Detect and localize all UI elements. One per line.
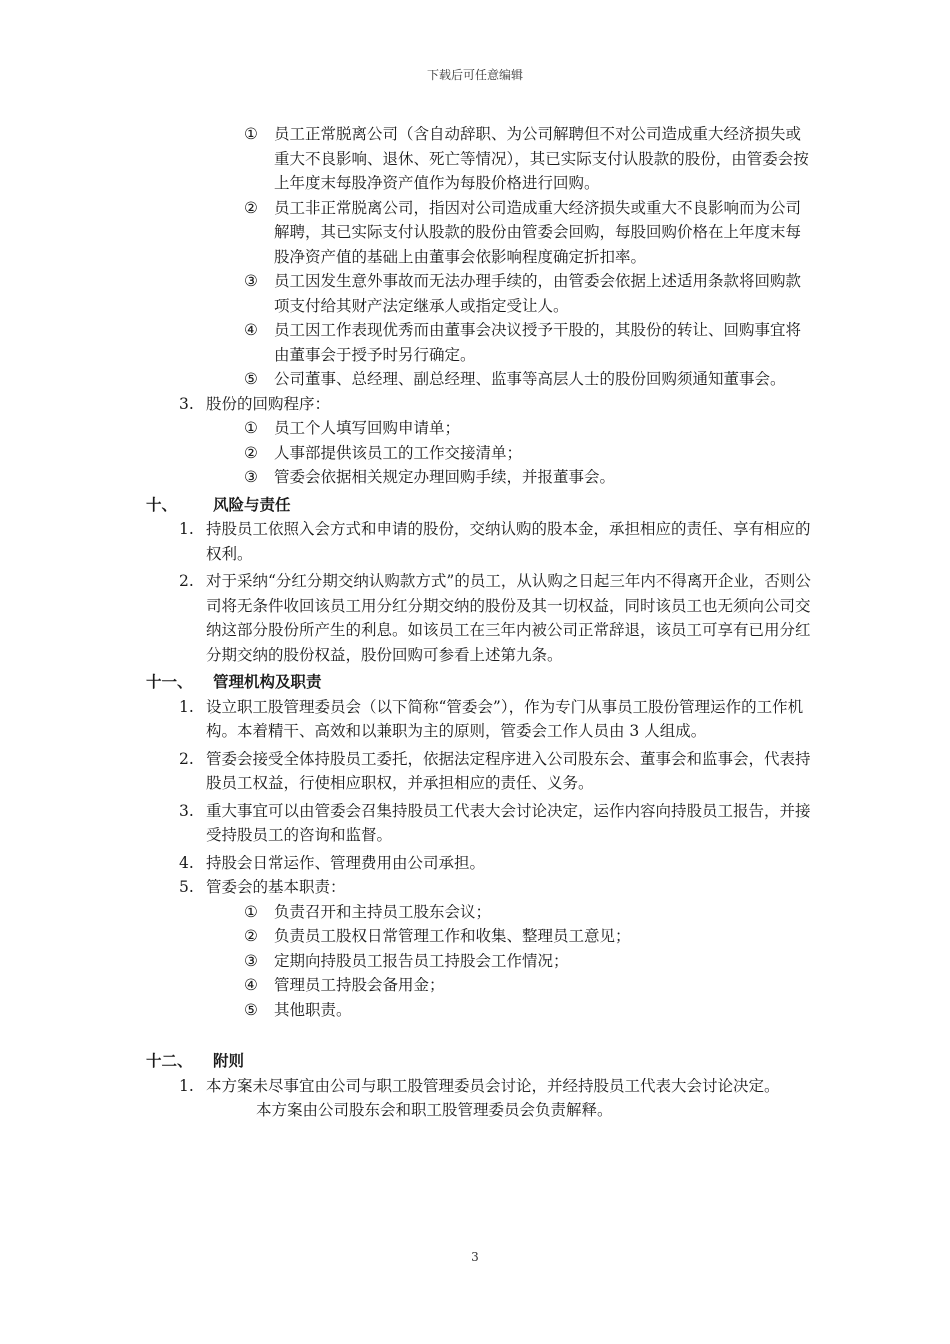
list-marker: ④ [244, 321, 258, 339]
numbered-item [0, 851, 950, 876]
item-text: 重大事宜可以由管委会召集持股员工代表大会讨论决定，运作内容向持股员工报告，并接受持股员工的咨询和监督。 [206, 801, 811, 844]
list-item [246, 318, 950, 367]
list-item [246, 441, 950, 466]
list-text: 员工正常脱离公司（含自动辞职、为公司解聘但不对公司造成重大经济损失或重大不良影响、退休、死亡等情况），其已实际支付认股款的股份，由管委会按上年度末每股净资产值作为每股价格进行回购。 [274, 125, 809, 192]
list-text: 其他职责。 [274, 1000, 352, 1019]
list-text: 定期向持股员工报告员工持股会工作情况； [274, 951, 569, 970]
item-number: 3. [179, 801, 194, 820]
list-marker: ⑤ [244, 1000, 258, 1019]
section-number: 十、 [146, 494, 178, 514]
item-text: 持股员工依照入会方式和申请的股份，交纳认购的股本金，承担相应的责任、享有相应的权利。 [206, 520, 811, 563]
list-text: 负责召开和主持员工股东会议； [274, 902, 492, 921]
list-text: 员工个人填写回购申请单； [274, 419, 461, 437]
list-text: 员工因发生意外事故而无法办理手续的，由管委会依据上述适用条款将回购款项支付给其财产法定继承人或指定受让人。 [274, 272, 802, 315]
list-marker: ① [244, 419, 258, 437]
numbered-item [0, 695, 950, 744]
list-text: 公司董事、总经理、副总经理、监事等高层人士的股份回购须通知董事会。 [274, 370, 786, 388]
list-text: 管理员工持股会备用金； [274, 976, 445, 994]
list-item [246, 269, 950, 318]
list-marker: ① [244, 902, 258, 921]
list-text: 负责员工股权日常管理工作和收集、整理员工意见； [274, 927, 631, 945]
item-text: 持股会日常运作、管理费用由公司承担。 [206, 853, 486, 872]
section-heading-10 [0, 493, 950, 518]
list-item [246, 900, 950, 925]
section-title: 附则 [213, 1051, 245, 1070]
item-number: 5. [179, 878, 194, 896]
item-text: 管委会的基本职责： [206, 878, 346, 896]
item-number: 2. [179, 572, 194, 590]
numbered-item [0, 875, 950, 900]
list-item [246, 367, 950, 392]
list-item [246, 924, 950, 949]
list-item [246, 416, 950, 441]
item-number: 1. [179, 697, 194, 716]
list-marker: ③ [244, 272, 258, 290]
document-body [0, 122, 950, 1123]
blank-line [0, 1022, 950, 1046]
list-marker: ⑤ [244, 370, 258, 388]
closing-statement: 本方案由公司股东会和职工股管理委员会负责解释。 [256, 1101, 613, 1119]
numbered-item [0, 799, 950, 848]
item-number: 2. [179, 749, 194, 768]
list-item [246, 949, 950, 974]
item-text: 本方案未尽事宜由公司与职工股管理委员会讨论，并经持股员工代表大会讨论决定。 [206, 1076, 780, 1095]
list-marker: ③ [244, 468, 258, 486]
item-number: 1. [179, 520, 194, 538]
list-item [246, 973, 950, 998]
item-number: 4. [179, 853, 194, 872]
list-item [246, 122, 950, 196]
section-number: 十二、 [146, 1051, 193, 1070]
section-heading-11 [0, 670, 950, 695]
list-marker: ① [244, 125, 258, 143]
numbered-item [0, 1074, 950, 1099]
page-header: 下载后可任意编辑 [426, 68, 523, 82]
item-text: 设立职工股管理委员会（以下简称“管委会”），作为专门从事员工股份管理运作的工作机构。本着精干、高效和以兼职为主的原则，管委会工作人员由 3 人组成。 [206, 697, 804, 740]
list-item [246, 465, 950, 490]
numbered-item [0, 747, 950, 796]
list-text: 人事部提供该员工的工作交接清单； [274, 443, 523, 462]
list-text: 员工非正常脱离公司，指因对公司造成重大经济损失或重大不良影响而为公司解聘，其已实际支付认股款的股份由管委会回购，每股回购价格在上年度末每股净资产值的基础上由董事会依影响程度确定折扣率。 [274, 198, 802, 266]
numbered-item [0, 392, 950, 417]
section-title: 管理机构及职责 [213, 672, 322, 691]
item-text: 对于采纳“分红分期交纳认购款方式”的员工，从认购之日起三年内不得离开企业，否则公司将无条件收回该员工用分红分期交纳的股份及其一切权益，同时该员工也无须向公司交纳这部分股份所产生的利息。如该员工在三年内被公司正常辞退，该员工可享有已用分红分期交纳的股份权益，股份回购可参看上述第九条。 [206, 572, 811, 664]
list-item [246, 196, 950, 270]
list-marker: ② [244, 927, 258, 945]
list-item [246, 998, 950, 1023]
page-number: 3 [471, 1250, 479, 1264]
list-text: 管委会依据相关规定办理回购手续，并报董事会。 [274, 468, 616, 486]
list-marker: ④ [244, 976, 258, 994]
section-heading-12 [0, 1049, 950, 1074]
numbered-item [0, 569, 950, 667]
list-text: 员工因工作表现优秀而由董事会决议授予干股的，其股份的转让、回购事宜将由董事会于授予时另行确定。 [274, 321, 802, 364]
numbered-item [0, 517, 950, 566]
section-title: 风险与责任 [213, 494, 291, 514]
list-marker: ② [244, 443, 258, 462]
item-number: 1. [179, 1076, 194, 1095]
section-number: 十一、 [146, 672, 193, 691]
list-marker: ② [244, 198, 258, 217]
item-text: 管委会接受全体持股员工委托，依据法定程序进入公司股东会、董事会和监事会，代表持股员工权益，行使相应职权，并承担相应的责任、义务。 [206, 749, 811, 792]
item-text: 股份的回购程序： [206, 394, 331, 413]
item-number: 3. [179, 394, 194, 413]
list-marker: ③ [244, 951, 258, 970]
